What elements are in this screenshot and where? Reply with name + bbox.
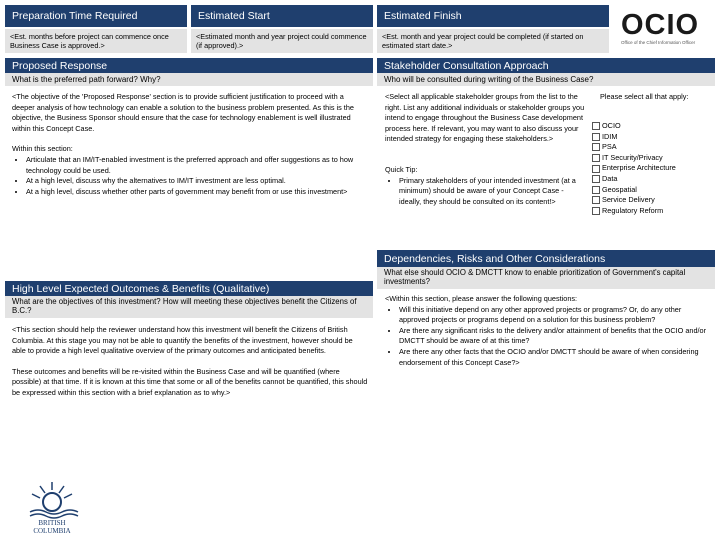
est-finish-header [377,5,609,27]
dependencies-list [385,305,711,369]
checkbox-option[interactable] [592,206,714,217]
stakeholder-header [377,58,715,74]
prep-time-title: Preparation Time Required [12,10,138,22]
bc-sun-icon [20,478,84,536]
bc-government-logo [20,478,84,536]
checkbox-option[interactable] [592,132,714,143]
est-start-header [191,5,373,27]
outcomes-title: High Level Expected Outcomes & Benefits (Qualitative) [12,283,270,295]
proposed-response-within: Within this section: [12,144,73,154]
dependencies-body [385,294,711,368]
proposed-response-list [12,155,368,197]
est-finish-title: Estimated Finish [384,10,462,22]
checkbox-option[interactable] [592,153,714,164]
proposed-response-body [12,92,368,197]
checkbox[interactable] [592,175,600,183]
checkbox[interactable] [592,154,600,162]
proposed-response-title: Proposed Response [12,60,108,72]
list-item: • At a high level, discuss why the alternatives to IM/IT investment are less optimal. [26,176,368,187]
list-item: • Articulate that an IM/IT-enabled investment is the preferred approach and offer suggestions as to how technology could be used. [26,155,368,176]
prep-time-header [5,5,187,27]
ocio-logo-subtitle: Office of the Chief Information Officer [621,40,696,45]
est-finish-text: <Est. month and year project could be completed (if started on estimated start date.> [377,29,609,53]
outcomes-paragraph-2: These outcomes and benefits will be re-visited within the Business Case and will be quantified (where possible) at that time. If it is known at this time that some or all of the benefits cannot be quantified, this should be expressed within this section with a brief explanation as to why.> [12,366,368,397]
list-item: • Primary stakeholders of your intended investment (at a minimum) should be aware of your Concept Case - ideally, they should be consulted on its content!> [399,176,587,208]
checkbox-label: IDIM [602,131,618,141]
checkbox[interactable] [592,186,600,194]
checkbox[interactable] [592,122,600,130]
proposed-response-paragraph: <The objective of the 'Proposed Response' section is to provide sufficient justification to proceed with a deeper analysis of how technology can enable a solution to the business problem presented. As this is the objective, the Business Sponsor should ensure that the case for technology enablement is well illustrated within this Concept Case. [12,92,354,133]
checkbox-label: OCIO [602,121,621,130]
checkbox-label: PSA [602,142,617,152]
list-item: • At a high level, discuss whether other parts of government may benefit from or use this investment> [26,187,368,198]
checkbox[interactable] [592,165,600,173]
est-start-text: <Estimated month and year project could commence (if approved).> [191,29,373,53]
checkbox-option[interactable] [592,174,714,185]
checkbox-label: Geospatial [602,184,637,194]
checkbox-label: Regulatory Reform [602,205,664,215]
stakeholder-title: Stakeholder Consultation Approach [384,60,549,72]
est-start-title: Estimated Start [198,10,270,22]
checkbox[interactable] [592,143,600,151]
checkbox-option[interactable] [592,121,714,132]
ocio-logo [621,10,715,52]
checkbox[interactable] [592,133,600,141]
dependencies-intro: <Within this section, please answer the following questions: [385,294,578,303]
ocio-logo-text: OCIO [621,9,700,41]
stakeholder-question: Who will be consulted during writing of the Business Case? [377,73,715,86]
list-item: • Are there any significant risks to the delivery and/or attainment of benefits that the OCIO and/or DMCTT should be aware of at this time? [399,326,711,347]
prep-time-text: <Est. months before project can commence once Business Case is approved.> [5,29,187,53]
dependencies-title: Dependencies, Risks and Other Considerations [384,253,606,265]
proposed-response-header [5,58,373,74]
bc-logo-line1: BRITISH [38,519,66,527]
outcomes-body [12,325,368,409]
checkbox-option[interactable] [592,163,714,174]
dependencies-header [377,250,715,268]
stakeholder-checklist [592,121,714,216]
checkbox[interactable] [592,207,600,215]
checkbox-label: Enterprise Architecture [602,163,676,173]
quick-tip-label: Quick Tip: [385,164,418,174]
checkbox-label: IT Security/Privacy [602,152,663,162]
stakeholder-body [385,92,587,207]
outcomes-question: What are the objectives of this investment? How will meeting these objectives benefit the Citizens of B.C.? [5,296,373,318]
list-item: • Will this initiative depend on any other approved projects or programs? Or, do any other approved projects or programs depend on a solution for this business problem? [399,305,711,326]
stakeholder-paragraph: <Select all applicable stakeholder groups from the list to the right. List any additional individuals or stakeholder groups you intend to engage throughout the Business Case development process here. If relevant, you may want to also discuss your intended strategy for engaging these stakeholders.> [385,92,585,144]
checkbox-option[interactable] [592,142,714,153]
checkbox[interactable] [592,196,600,204]
bc-logo-line2: COLUMBIA [33,527,71,535]
checkbox-option[interactable] [592,195,714,206]
outcomes-header [5,281,373,297]
checkbox-option[interactable] [592,185,714,196]
stakeholder-select-label: Please select all that apply: [600,92,689,101]
dependencies-question: What else should OCIO & DMCTT know to enable prioritization of Government's capital investments? [377,267,715,289]
proposed-response-question: What is the preferred path forward? Why? [5,73,373,86]
outcomes-paragraph-1: <This section should help the reviewer understand how this investment will benefit the Citizens of British Columbia. At this stage you may not be able to quantify the benefits of the investment, however should be able to provide a high level qualitative overview of the primary outcomes and anticipated benefits. [12,325,353,356]
checkbox-label: Data [602,173,618,183]
checkbox-label: Service Delivery [602,195,655,205]
list-item: • Are there any other facts that the OCIO and/or DMCTT should be aware of when considering endorsement of this Concept Case?> [399,347,711,368]
quick-tip-list [385,176,587,208]
